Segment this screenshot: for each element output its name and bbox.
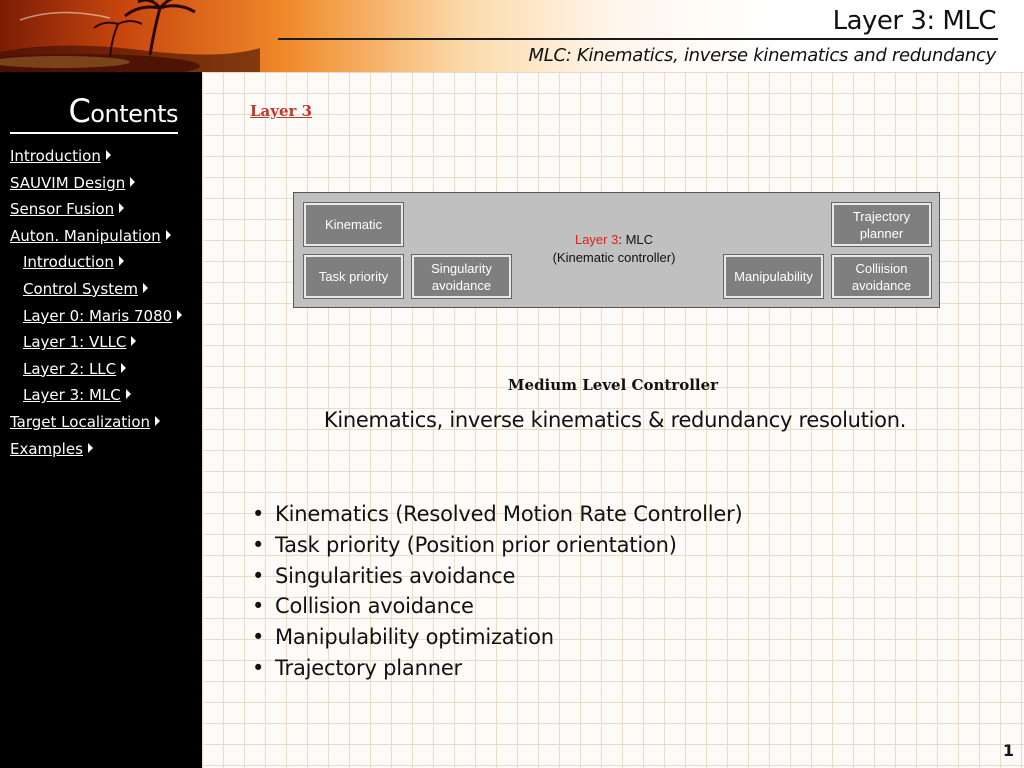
contents-heading: [10, 92, 178, 134]
diagram-box-trajectory: Trajectory planner: [832, 203, 931, 246]
sidebar-nav: [0, 143, 182, 462]
header-banner: [0, 0, 1024, 72]
sidebar-subitem-control-system[interactable]: [0, 276, 182, 303]
triangle-right-icon: [121, 363, 126, 373]
sidebar-item-label[interactable]: SAUVIM Design: [10, 173, 126, 192]
title-underline: [278, 38, 998, 40]
sidebar-item-label[interactable]: Introduction: [23, 253, 114, 272]
triangle-right-icon: [177, 310, 182, 320]
triangle-right-icon: [166, 230, 171, 240]
mlc-diagram: [293, 192, 940, 308]
triangle-right-icon: [126, 389, 131, 399]
page-number: 1: [1002, 741, 1014, 760]
triangle-right-icon: [119, 256, 124, 266]
sunset-palm-icon: [0, 0, 600, 72]
list-item: • Task priority (Position prior orientation): [252, 530, 743, 561]
layer-3-link[interactable]: Layer 3: [250, 102, 313, 120]
sidebar-item-label[interactable]: Sensor Fusion: [10, 200, 115, 219]
contents-heading-rest: ontents: [90, 100, 178, 128]
sidebar-item-label[interactable]: Control System: [23, 279, 138, 298]
diagram-layer-label: Layer 3: [574, 232, 619, 247]
page-title: Layer 3: MLC: [832, 6, 996, 36]
triangle-right-icon: [106, 150, 111, 160]
sidebar-item-label[interactable]: Introduction: [10, 147, 101, 165]
diagram-center-label: [524, 231, 704, 267]
sidebar-item-auton-manipulation[interactable]: [0, 223, 182, 250]
triangle-right-icon: [119, 203, 124, 213]
section-heading: Medium Level Controller: [507, 376, 719, 394]
sidebar-subitem-introduction[interactable]: [0, 249, 182, 276]
sidebar-item-sensor-fusion[interactable]: [0, 196, 182, 223]
sidebar-item-label[interactable]: Layer 1: VLLC: [23, 333, 127, 352]
sidebar-item-label[interactable]: Auton. Manipulation: [10, 226, 161, 245]
page-subtitle: MLC: Kinematics, inverse kinematics and redundancy: [528, 45, 996, 66]
triangle-right-icon: [130, 177, 135, 187]
list-item: • Kinematics (Resolved Motion Rate Controller): [252, 499, 743, 530]
sidebar-item-label[interactable]: Layer 3: MLC: [23, 386, 121, 405]
triangle-right-icon: [155, 416, 160, 426]
feature-list: [252, 499, 743, 684]
list-item: • Manipulability optimization: [252, 622, 743, 653]
sidebar-item-examples[interactable]: [0, 436, 182, 463]
main-content: [202, 72, 1024, 768]
sidebar-subitem-layer-1[interactable]: [0, 329, 182, 356]
sidebar-subitem-layer-0[interactable]: [0, 303, 182, 330]
list-item: • Trajectory planner: [252, 653, 743, 684]
diagram-box-task-priority: Task priority: [304, 255, 403, 298]
diagram-mlc-label: : MLC: [618, 232, 654, 247]
sidebar-item-target-localization[interactable]: [0, 409, 182, 436]
list-item: • Singularities avoidance: [252, 561, 743, 592]
sidebar-item-label[interactable]: Layer 0: Maris 7080: [23, 306, 173, 325]
list-item: • Collision avoidance: [252, 591, 743, 622]
sidebar-subitem-layer-2[interactable]: [0, 356, 182, 383]
sidebar-item-introduction[interactable]: [0, 143, 182, 170]
diagram-box-singularity: Singularity avoidance: [412, 255, 511, 298]
sidebar-item-label[interactable]: Examples: [10, 439, 83, 458]
triangle-right-icon: [131, 336, 136, 346]
sidebar-subitem-layer-3[interactable]: [0, 382, 182, 409]
triangle-right-icon: [143, 283, 148, 293]
diagram-subtitle: (Kinematic controller): [552, 250, 676, 265]
diagram-box-kinematic: Kinematic: [304, 203, 403, 246]
sidebar-item-label[interactable]: Layer 2: LLC: [23, 359, 117, 378]
sidebar-item-sauvim-design[interactable]: [0, 170, 182, 197]
sidebar: [0, 72, 202, 768]
contents-heading-cap: C: [68, 92, 91, 130]
diagram-box-manipulability: Manipulability: [724, 255, 823, 298]
diagram-box-collision: Colliision avoidance: [832, 255, 931, 298]
triangle-right-icon: [88, 443, 93, 453]
sidebar-item-label[interactable]: Target Localization: [10, 412, 151, 431]
section-description: Kinematics, inverse kinematics & redundancy resolution.: [323, 408, 907, 432]
